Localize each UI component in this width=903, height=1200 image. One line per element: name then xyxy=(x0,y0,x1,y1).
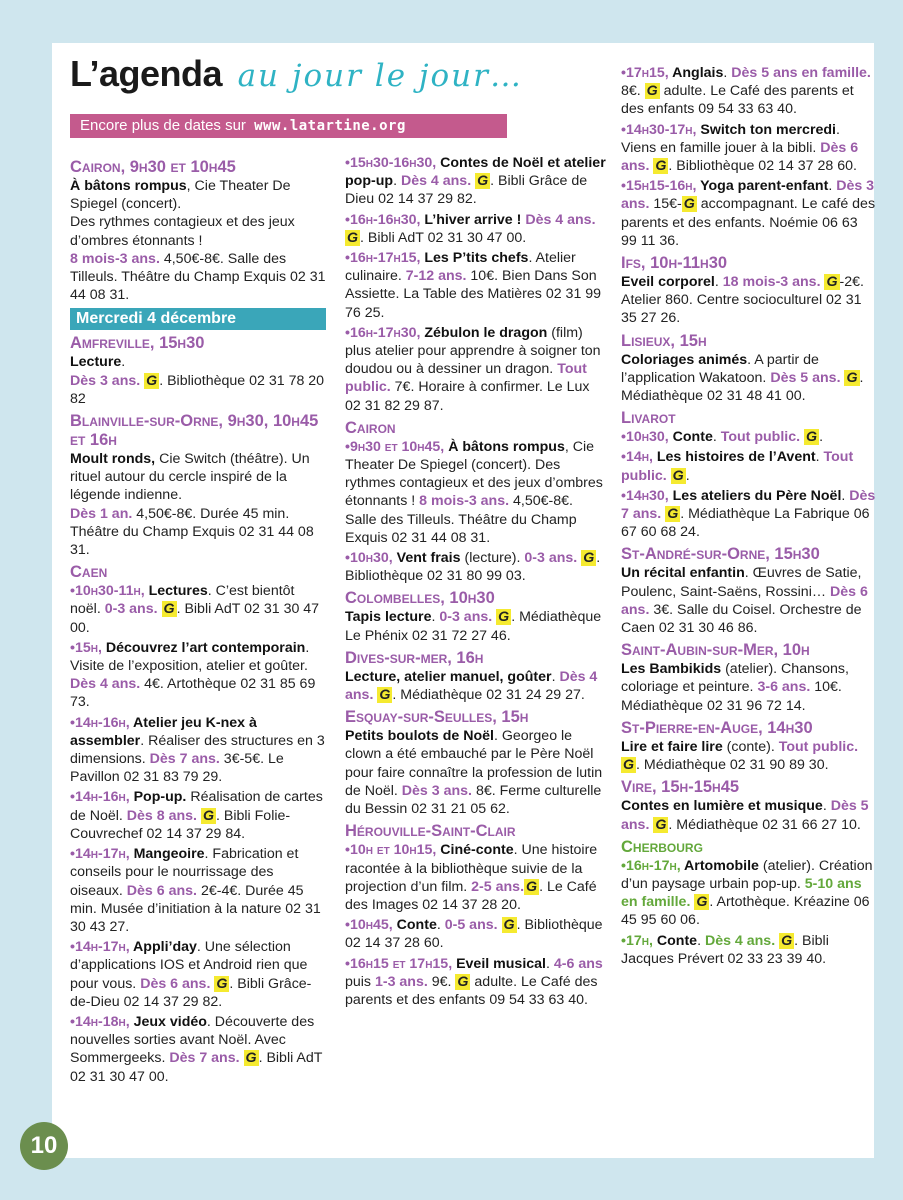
event-entry: Contes en lumière et musique. Dès 5 ans. G . Médiathèque 02 31 66 27 10. xyxy=(621,798,869,833)
event-entry: •16h15 et 17h15, Eveil musical. 4-6 ans puis 1-3 ans. 9€. G adulte. Le Café des parents et des enfants 09 54 33 63 40. xyxy=(345,955,603,1008)
column-1 xyxy=(70,154,326,1088)
free-badge: G xyxy=(379,687,391,704)
column-2 xyxy=(345,154,607,1011)
column-3 xyxy=(621,64,877,970)
event-entry: •14h-18h, Jeux vidéo. Découverte des nouvelles sorties avant Noël. Avec Sommergeeks. Dès 7 ans. G . Bibli AdT 02 31 30 47 00. xyxy=(70,1013,323,1085)
event-entry: •10h et 10h15, Ciné-conte. Une histoire racontée à la bibliothèque suivie de la projection d’un film. 2-5 ans. G . Le Café des Images 02 14 37 28 20. xyxy=(345,842,598,913)
event-entry: •14h-17h, Mangeoire. Fabrication et conseils pour le nourrissage des oiseaux. Dès 6 ans. 2€-4€. Durée 45 min. Musée d’initiation à la nature 02 31 30 43 27. xyxy=(70,846,321,935)
event-entry: •14h30-17h, Switch ton mercredi. Viens en famille jouer à la bibli. Dès 6 ans. G . Bibliothèque 02 14 37 28 60. xyxy=(621,121,859,175)
event-entry: •10h30, Vent frais (lecture). 0-3 ans. G . Bibliothèque 02 31 80 99 03. xyxy=(345,550,601,585)
city-heading: Dives-sur-mer, 16h xyxy=(345,648,484,667)
date-bar: Mercredi 4 décembre xyxy=(70,308,326,330)
event-entry: À bâtons rompus, Cie Theater De Spiegel (concert). Des rythmes contagieux et des jeux d’ombres étonnants ! 8 mois-3 ans. 4,50€-8€. Salle des Tilleuls. Théâtre du Champ Exquis 02 31 44 08 31. xyxy=(70,178,326,304)
event-entry: •14h-17h, Appli’day. Une sélection d’applications IOS et Android rien que pour vous. Dès 6 ans. G . Bibli Grâce-de-Dieu 02 14 37 29 82. xyxy=(70,939,312,1010)
city-heading: Livarot xyxy=(621,409,676,428)
event-entry: Lire et faire lire (conte). Tout public. G . Médiathèque 02 31 90 89 30. xyxy=(621,738,859,774)
city-heading: Caen xyxy=(70,563,108,582)
website-banner xyxy=(70,114,507,138)
city-heading: St-Pierre-en-Auge, 14h30 xyxy=(621,718,813,737)
free-badge: G xyxy=(667,506,679,523)
free-badge: G xyxy=(216,975,228,992)
free-badge: G xyxy=(672,467,684,484)
free-badge: G xyxy=(347,229,359,246)
event-entry: •16h-17h15, Les P’tits chefs. Atelier culinaire. 7-12 ans. 10€. Bien Dans Son Assiette. La Table des Matières 02 31 99 76 25. xyxy=(345,250,602,321)
city-heading: Amfreville, 15h30 xyxy=(70,334,205,353)
city-heading: Blainville-sur-Orne, 9h30, 10h45 et 16h xyxy=(70,412,319,450)
city-heading: Ifs, 10h-11h30 xyxy=(621,254,728,273)
event-entry: •15h, Découvrez l’art contemporain. Visite de l’exposition, atelier et goûter. Dès 4 ans. 4€. Artothèque 02 31 85 69 73. xyxy=(70,639,316,711)
event-entry: •17h15, Anglais. Dès 5 ans en famille. 8€. G adulte. Le Café des parents et des enfants 09 54 33 63 40. xyxy=(621,65,871,118)
city-heading: Lisieux, 15h xyxy=(621,331,707,350)
event-entry: •10h45, Conte. 0-5 ans. G . Bibliothèque 02 14 37 28 60. xyxy=(345,917,603,952)
free-badge: G xyxy=(498,609,510,626)
free-badge: G xyxy=(655,158,667,175)
free-badge: G xyxy=(477,173,489,190)
city-heading: Cairon, 9h30 et 10h45 xyxy=(70,158,236,176)
title-script: au jour le jour… xyxy=(237,58,523,94)
event-entry: •14h-16h, Atelier jeu K-nex à assembler. Réaliser des structures en 3 dimensions. Dès 7 ans. 3€-5€. Le Pavillon 02 31 83 79 29. xyxy=(70,714,325,786)
free-badge: G xyxy=(696,894,708,911)
event-entry: •9h30 et 10h45, À bâtons rompus, Cie Theater De Spiegel (concert). Des rythmes contagieux et des jeux d’ombres étonnants ! 8 mois-3 ans. 4,50€-8€. Salle des Tilleuls. Théâtre du Champ Exquis 02 31 44 08 31. xyxy=(345,438,603,546)
city-heading: Esquay-sur-Seulles, 15h xyxy=(345,708,529,727)
page-number: 10 xyxy=(20,1122,68,1170)
free-badge: G xyxy=(163,601,175,618)
event-entry: •16h-17h30, Zébulon le dragon (film) plus atelier pour apprendre à soigner ton doudou ou à dessiner un dragon. Tout public. 7€. Horaire à confirmer. Le Lux 02 31 82 29 87. xyxy=(345,324,601,414)
event-entry: Lecture, atelier manuel, goûter. Dès 4 ans. G . Médiathèque 02 31 24 29 27. xyxy=(345,668,598,704)
free-badge: G xyxy=(655,816,667,833)
city-heading: Colombelles, 10h30 xyxy=(345,589,495,608)
event-entry: Moult ronds, Cie Switch (théâtre). Un rituel autour du cercle inspiré de la légende indienne. Dès 1 an. 4,50€-8€. Durée 45 min. Théâtre du Champ Exquis 02 31 44 08 31. xyxy=(70,451,314,559)
free-badge: G xyxy=(846,369,858,386)
event-entry: •10h30, Conte. Tout public. G . xyxy=(621,429,824,446)
free-badge: G xyxy=(623,757,635,774)
free-badge: G xyxy=(202,807,214,824)
event-entry: •16h-16h30, L’hiver arrive ! Dès 4 ans. G . Bibli AdT 02 31 30 47 00. xyxy=(345,211,596,246)
free-badge: G xyxy=(245,1050,257,1067)
free-badge: G xyxy=(526,878,538,895)
event-entry: •15h30-16h30, Contes de Noël et atelier pop-up. Dès 4 ans. G . Bibli Grâce de Dieu 02 14 37 29 82. xyxy=(345,155,606,208)
free-badge: G xyxy=(806,429,818,446)
event-entry: •15h15-16h, Yoga parent-enfant. Dès 3 ans. 15€- G accompagnant. Le café des parents et des enfants. Noémie 06 63 99 11 36. xyxy=(621,178,876,249)
free-badge: G xyxy=(583,550,595,567)
event-entry: Lecture. Dès 3 ans. G . Bibliothèque 02 31 78 20 82 xyxy=(70,354,325,407)
event-entry: •10h30-11h, Lectures. C’est bientôt noël. 0-3 ans. G . Bibli AdT 02 31 30 47 00. xyxy=(70,583,320,636)
event-entry: Petits boulots de Noël. Georgeo le clown a été embauché par le Père Noël pour faire connaître la profession de lutin de Noël. Dès 3 ans. 8€. Ferme culturelle du Bessin 02 31 21 05 62. xyxy=(345,728,603,818)
title-main: L’agenda xyxy=(70,53,223,94)
event-entry: •14h-16h, Pop-up. Réalisation de cartes de Noël. Dès 8 ans. G . Bibli Folie-Couvrechef 02 14 37 29 84. xyxy=(70,789,323,842)
free-badge: G xyxy=(503,917,515,934)
banner-url[interactable]: www.latartine.org xyxy=(254,118,406,134)
event-entry: •14h30, Les ateliers du Père Noël. Dès 7 ans. G . Médiathèque La Fabrique 06 67 60 68 24. xyxy=(621,487,876,541)
event-entry: Tapis lecture. 0-3 ans. G . Médiathèque Le Phénix 02 31 72 27 46. xyxy=(345,609,602,644)
free-badge: G xyxy=(826,274,838,291)
city-heading: Vire, 15h-15h45 xyxy=(621,778,740,797)
event-entry: •17h, Conte. Dès 4 ans. G . Bibli Jacques Prévert 02 33 23 39 40. xyxy=(621,932,829,967)
event-entry: •16h-17h, Artomobile (atelier). Création d’un paysage urbain pop-up. 5-10 ans en famille. G . Artothèque. Kréazine 06 45 95 60 06. xyxy=(621,857,873,929)
free-badge: G xyxy=(683,196,695,213)
free-badge: G xyxy=(457,973,469,990)
free-badge: G xyxy=(781,932,793,949)
event-entry: Un récital enfantin. Œuvres de Satie, Poulenc, Saint-Saëns, Rossini… Dès 6 ans. 3€. Salle du Coisel. Orchestre de Caen 02 31 30 46 86. xyxy=(621,565,868,637)
event-entry: Eveil corporel. 18 mois-3 ans. G -2€. Atelier 860. Centre socioculturel 02 31 35 27 26. xyxy=(621,274,864,327)
page-title xyxy=(70,53,523,95)
city-heading: Cairon xyxy=(345,418,396,437)
city-heading: St-André-sur-Orne, 15h30 xyxy=(621,545,820,564)
free-badge: G xyxy=(646,83,658,100)
event-entry: •14h, Les histoires de l’Avent. Tout public. G . xyxy=(621,449,854,484)
event-entry: Les Bambikids (atelier). Chansons, coloriage et peinture. 3-6 ans. 10€. Médiathèque 02 31 96 72 14. xyxy=(621,661,849,714)
city-heading: Cherbourg xyxy=(621,837,703,856)
city-heading: Hérouville-Saint-Clair xyxy=(345,822,516,841)
banner-text: Encore plus de dates sur xyxy=(80,117,246,134)
free-badge: G xyxy=(146,372,158,389)
city-heading: Saint-Aubin-sur-Mer, 10h xyxy=(621,641,810,660)
event-entry: Coloriages animés. A partir de l’application Wakatoon. Dès 5 ans. G . Médiathèque 02 31 48 41 00. xyxy=(621,351,864,405)
